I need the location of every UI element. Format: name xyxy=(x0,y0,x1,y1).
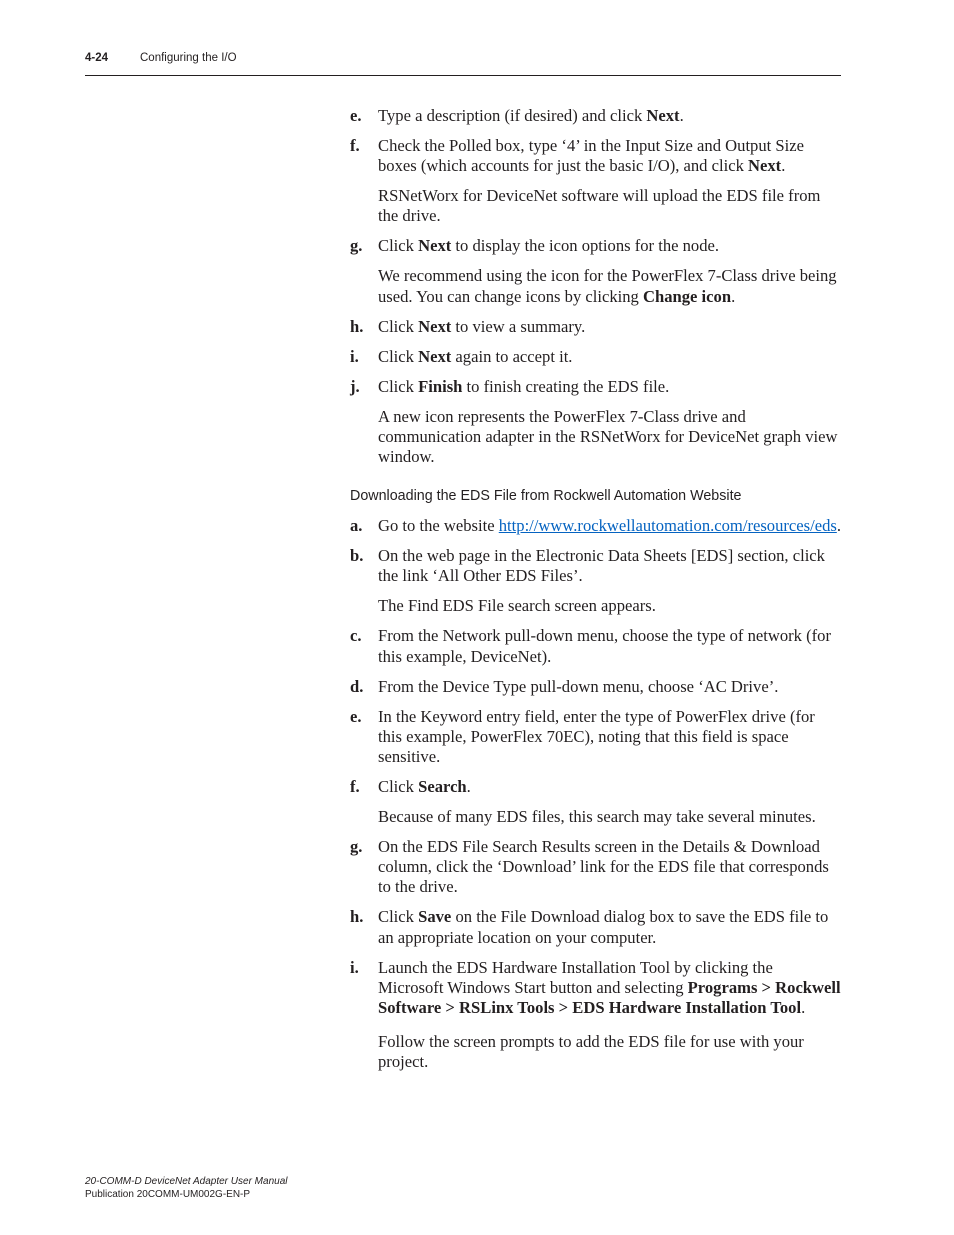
download-step-c: c. From the Network pull-down menu, choose the type of network (for this example, DeviceNet). xyxy=(350,626,831,666)
step-f: f. Check the Polled box, type ‘4’ in the Input Size and Output Size boxes (which accounts for just the basic I/O), and click Next. xyxy=(350,136,804,176)
page-footer xyxy=(85,1176,287,1201)
download-step-g: g. On the EDS File Search Results screen in the Details & Download column, click the ‘Download’ link for the EDS file that corresponds to the drive. xyxy=(350,837,829,897)
step-h: h. Click Next to view a summary. xyxy=(350,316,586,336)
step-i: i. Click Next again to accept it. xyxy=(350,346,573,366)
main-content xyxy=(350,106,842,1082)
step-f-note: RSNetWorx for DeviceNet software will upload the EDS file from the drive. xyxy=(378,186,821,226)
publication-number: Publication 20COMM-UM002G-EN-P xyxy=(85,1188,251,1200)
header-divider xyxy=(85,75,841,76)
manual-title: 20-COMM-D DeviceNet Adapter User Manual xyxy=(85,1176,288,1187)
download-step-h: h. Click Save on the File Download dialog box to save the EDS file to an appropriate location on your computer. xyxy=(350,907,829,947)
download-step-b: b. On the web page in the Electronic Data Sheets [EDS] section, click the link ‘All Other EDS Files’. xyxy=(350,546,825,586)
page-number: 4-24 xyxy=(85,52,109,64)
step-g-note: We recommend using the icon for the PowerFlex 7-Class drive being used. You can change icons by clicking Change icon. xyxy=(378,266,837,306)
rockwell-eds-link[interactable]: http://www.rockwellautomation.com/resources/eds xyxy=(498,516,837,536)
download-step-a: a. Go to the website http://www.rockwellautomation.com/resources/eds. xyxy=(350,516,841,536)
download-step-i: i. Launch the EDS Hardware Installation Tool by clicking the Microsoft Windows Start button and selecting Programs > Rockwell Software > RSLinx Tools > EDS Hardware Installation Tool. xyxy=(350,957,841,1018)
step-g: g. Click Next to display the icon options for the node. xyxy=(350,236,720,256)
download-step-e: e. In the Keyword entry field, enter the type of PowerFlex drive (for this example, PowerFlex 70EC), noting that this field is space sensitive. xyxy=(350,706,815,767)
section-subheading: Downloading the EDS File from Rockwell Automation Website xyxy=(350,488,742,505)
download-step-d: d. From the Device Type pull-down menu, choose ‘AC Drive’. xyxy=(350,676,779,696)
download-step-f-note: Because of many EDS files, this search may take several minutes. xyxy=(378,807,816,827)
download-step-i-note: Follow the screen prompts to add the EDS file for use with your project. xyxy=(378,1032,804,1072)
step-j: j. Click Finish to finish creating the EDS file. xyxy=(350,376,670,396)
step-j-note: A new icon represents the PowerFlex 7-Class drive and communication adapter in the RSNetWorx for DeviceNet graph view window. xyxy=(378,406,838,467)
download-step-f: f. Click Search. xyxy=(350,777,471,797)
step-e: e. Type a description (if desired) and click Next. xyxy=(350,106,684,125)
section-title: Configuring the I/O xyxy=(140,52,237,64)
download-step-b-note: The Find EDS File search screen appears. xyxy=(378,596,656,616)
